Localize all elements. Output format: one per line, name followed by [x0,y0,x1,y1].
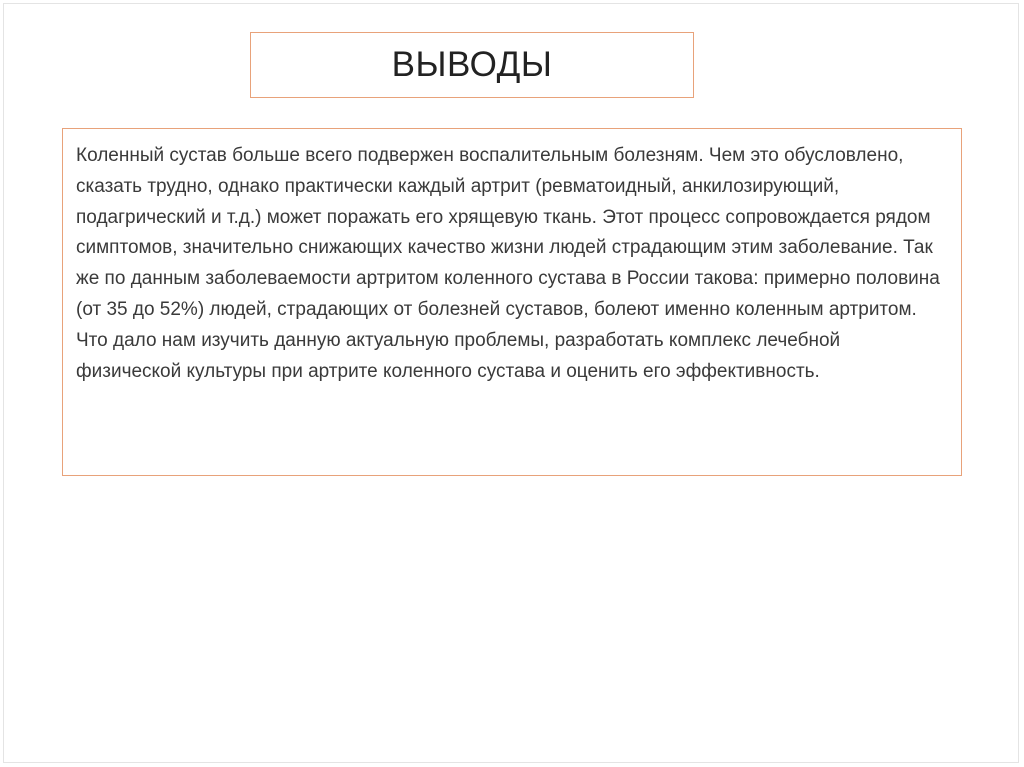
slide [3,3,1019,763]
title-box [250,32,694,98]
body-text-box [62,128,962,476]
body-paragraph: Коленный сустав больше всего подвержен воспалительным болезням. Чем это обусловлено, сказать трудно, однако практически каждый артрит (ревматоидный, анкилозирующий, подагрический и т.д.) может поражать его хрящевую ткань. Этот процесс сопровождается рядом симптомов, значительно снижающих качество жизни людей страдающим этим заболевание. Так же по данным заболеваемости артритом коленного сустава в России такова: примерно половина (от 35 до 52%) людей, страдающих от болезней суставов, болеют именно коленным артритом. Что дало нам изучить данную актуальную проблемы, разработать комплекс лечебной физической культуры при артрите коленного сустава и оценить его эффективность. [76,145,940,382]
slide-title: ВЫВОДЫ [391,45,553,84]
